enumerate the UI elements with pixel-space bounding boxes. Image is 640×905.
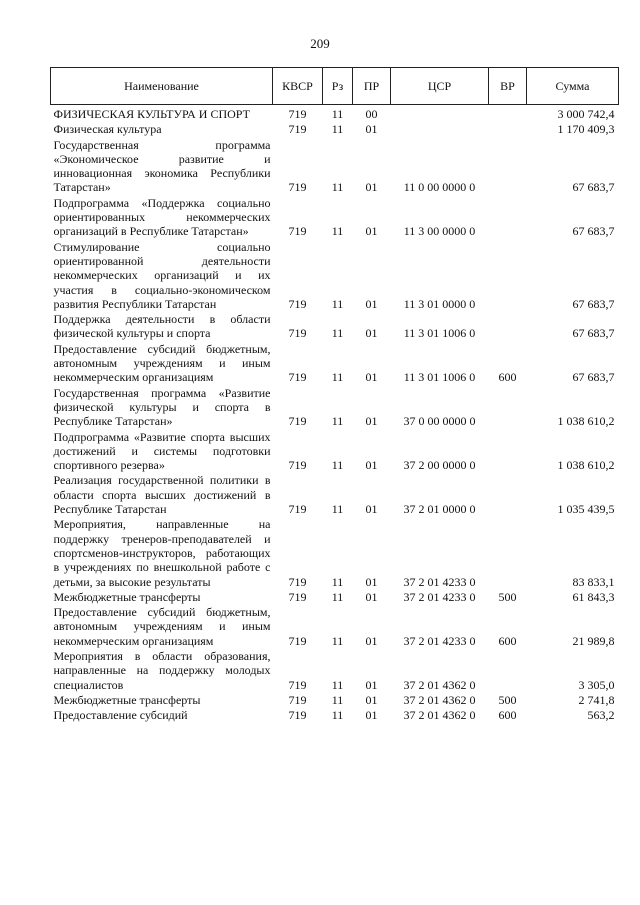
cell-name: Мероприятия, направленные на поддержку тренеров-преподавателей и спортсменов-инструкторов, работающих в учреждениях по внешкольной работе с детьми, за высокие результаты	[53, 517, 271, 589]
cell-vr	[489, 105, 527, 123]
table-row	[51, 649, 619, 693]
cell-name: ФИЗИЧЕСКАЯ КУЛЬТУРА И СПОРТ	[53, 107, 250, 121]
cell-pr: 01	[365, 224, 378, 239]
cell-pr: 01	[365, 633, 378, 648]
header-sum: Сумма	[527, 68, 619, 105]
cell-sum: 563,2	[587, 708, 615, 723]
cell-name: Предоставление субсидий	[53, 708, 188, 723]
cell-csr: 37 2 00 0000 0	[403, 458, 476, 473]
cell-kvsr: 719	[288, 414, 307, 429]
header-kvsr: КВСР	[273, 68, 323, 105]
cell-name: Стимулирование социально ориентированной деятельности некоммерческих организаций и их участия в социально-экономическом развития Республики Татарстан	[53, 239, 271, 311]
cell-name: Предоставление субсидий бюджетным, автономным учреждениям и иным некоммерческим организациям	[53, 605, 271, 648]
header-row	[51, 68, 619, 105]
cell-vr: 500	[498, 692, 517, 707]
cell-kvsr: 719	[288, 574, 307, 589]
cell-sum: 67 683,7	[572, 180, 615, 195]
cell-pr: 01	[365, 180, 378, 195]
cell-rz: 11	[331, 107, 344, 121]
cell-sum: 83 833,1	[572, 574, 615, 589]
cell-sum: 67 683,7	[572, 370, 615, 385]
table-row	[51, 105, 619, 123]
cell-vr	[489, 138, 527, 196]
cell-csr	[391, 105, 489, 123]
cell-sum: 67 683,7	[572, 326, 615, 341]
cell-pr: 01	[365, 589, 378, 604]
cell-sum: 1 170 409,3	[557, 122, 615, 137]
cell-kvsr: 719	[288, 224, 307, 239]
cell-rz: 11	[331, 326, 344, 341]
cell-csr: 37 0 00 0000 0	[403, 414, 476, 429]
cell-rz: 11	[331, 589, 344, 604]
cell-name: Предоставление субсидий бюджетным, автономным учреждениям и иным некоммерческим организациям	[53, 341, 271, 385]
cell-kvsr: 719	[288, 502, 307, 517]
cell-pr: 01	[365, 677, 378, 692]
cell-csr: 37 2 01 4362 0	[403, 677, 476, 692]
cell-pr: 01	[365, 708, 378, 723]
cell-vr	[489, 430, 527, 474]
table-row	[51, 708, 619, 723]
cell-rz: 11	[331, 708, 344, 723]
cell-csr: 37 2 01 4233 0	[403, 633, 476, 648]
cell-pr: 01	[365, 458, 378, 473]
table-row	[51, 122, 619, 137]
cell-kvsr: 719	[288, 708, 307, 723]
header-vr: ВР	[489, 68, 527, 105]
cell-vr	[489, 240, 527, 312]
table-row	[51, 196, 619, 240]
cell-pr: 01	[365, 122, 378, 137]
table-row	[51, 517, 619, 589]
header-rz: Рз	[323, 68, 353, 105]
cell-sum: 1 038 610,2	[557, 414, 615, 429]
cell-pr: 01	[365, 370, 378, 385]
header-pr: ПР	[353, 68, 391, 105]
cell-csr: 11 3 00 0000 0	[403, 224, 476, 239]
cell-kvsr: 719	[288, 633, 307, 648]
cell-csr: 11 3 01 0000 0	[403, 296, 476, 311]
cell-name: Реализация государственной политики в области спорта высших достижений в Республике Татарстан	[53, 473, 271, 517]
table-row	[51, 386, 619, 430]
cell-name: Поддержка деятельности в области физической культуры и спорта	[53, 312, 271, 341]
cell-pr: 01	[365, 326, 378, 341]
cell-csr: 37 2 01 4233 0	[403, 574, 476, 589]
cell-kvsr: 719	[288, 458, 307, 473]
table-row	[51, 693, 619, 708]
cell-vr	[489, 517, 527, 589]
cell-name: Подпрограмма «Развитие спорта высших достижений и системы подготовки спортивного резерва»	[53, 429, 271, 473]
cell-vr	[489, 122, 527, 137]
table-row	[51, 240, 619, 312]
cell-vr	[489, 312, 527, 342]
cell-vr	[489, 649, 527, 693]
header-name: Наименование	[51, 68, 273, 105]
header-csr: ЦСР	[391, 68, 489, 105]
cell-pr: 00	[365, 107, 378, 121]
cell-rz: 11	[331, 677, 344, 692]
cell-vr	[489, 196, 527, 240]
cell-name: Физическая культура	[53, 122, 162, 137]
cell-sum: 2 741,8	[578, 692, 615, 707]
cell-csr	[391, 122, 489, 137]
cell-rz: 11	[331, 296, 344, 311]
cell-kvsr: 719	[288, 677, 307, 692]
cell-rz: 11	[331, 122, 344, 137]
cell-sum: 3 000 742,4	[557, 107, 615, 121]
cell-vr: 600	[498, 708, 517, 723]
cell-csr: 11 0 00 0000 0	[403, 180, 476, 195]
cell-name: Мероприятия в области образования, направленные на поддержку молодых специалистов	[53, 648, 271, 692]
cell-rz: 11	[331, 414, 344, 429]
table-row	[51, 473, 619, 517]
cell-csr: 37 2 01 4362 0	[403, 708, 476, 723]
cell-vr	[489, 386, 527, 430]
cell-rz: 11	[331, 180, 344, 195]
table-row	[51, 342, 619, 386]
cell-kvsr: 719	[288, 692, 307, 707]
cell-rz: 11	[331, 692, 344, 707]
cell-name: Подпрограмма «Поддержка социально ориентированных некоммерческих организаций в Республике Татарстан»	[53, 195, 271, 239]
cell-csr: 37 2 01 0000 0	[403, 502, 476, 517]
cell-vr	[489, 473, 527, 517]
cell-vr: 600	[498, 370, 517, 385]
cell-csr: 11 3 01 1006 0	[403, 326, 476, 341]
cell-kvsr: 719	[288, 122, 307, 137]
cell-sum: 67 683,7	[572, 224, 615, 239]
cell-csr: 11 3 01 1006 0	[403, 370, 476, 385]
cell-name: Межбюджетные трансферты	[53, 589, 201, 604]
cell-vr: 600	[498, 633, 517, 648]
table-row	[51, 430, 619, 474]
table-row	[51, 590, 619, 605]
table-body	[51, 105, 619, 724]
cell-pr: 01	[365, 692, 378, 707]
cell-kvsr: 719	[288, 370, 307, 385]
cell-name: Государственная программа «Экономическое развитие и инновационная экономика Республики Татарстан»	[53, 137, 271, 195]
cell-vr: 500	[498, 589, 517, 604]
cell-kvsr: 719	[288, 589, 307, 604]
cell-kvsr: 719	[288, 296, 307, 311]
cell-rz: 11	[331, 502, 344, 517]
cell-sum: 1 035 439,5	[557, 502, 615, 517]
cell-kvsr: 719	[288, 107, 307, 121]
cell-rz: 11	[331, 224, 344, 239]
table-row	[51, 605, 619, 649]
cell-kvsr: 719	[288, 180, 307, 195]
budget-table	[50, 67, 619, 723]
cell-pr: 01	[365, 502, 378, 517]
cell-name: Межбюджетные трансферты	[53, 692, 201, 707]
cell-kvsr: 719	[288, 326, 307, 341]
cell-sum: 1 038 610,2	[557, 458, 615, 473]
cell-sum: 61 843,3	[572, 589, 615, 604]
cell-sum: 3 305,0	[578, 677, 615, 692]
cell-pr: 01	[365, 296, 378, 311]
cell-sum: 21 989,8	[572, 633, 615, 648]
cell-rz: 11	[331, 458, 344, 473]
cell-pr: 01	[365, 414, 378, 429]
table-row	[51, 312, 619, 342]
cell-rz: 11	[331, 633, 344, 648]
table-row	[51, 138, 619, 196]
cell-sum: 67 683,7	[572, 296, 615, 311]
cell-csr: 37 2 01 4233 0	[403, 589, 476, 604]
cell-rz: 11	[331, 574, 344, 589]
cell-rz: 11	[331, 370, 344, 385]
cell-name: Государственная программа «Развитие физической культуры и спорта в Республике Татарстан»	[53, 385, 271, 429]
page-number: 209	[310, 36, 330, 51]
cell-pr: 01	[365, 574, 378, 589]
cell-csr: 37 2 01 4362 0	[403, 692, 476, 707]
